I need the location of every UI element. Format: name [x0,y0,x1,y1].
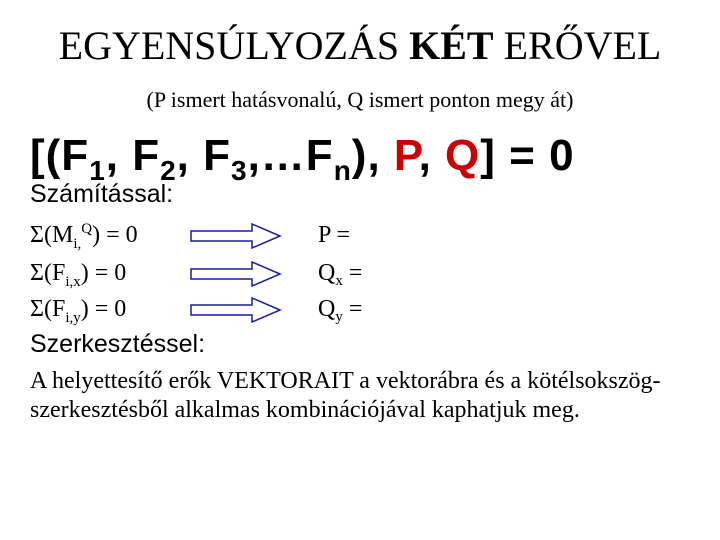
formula-sub3: 3 [231,155,248,186]
equation-moment [30,220,138,250]
formula-subn: n [333,155,352,186]
equation-fy [30,294,126,324]
result-end: = [342,260,363,286]
title-part1: EGYENSÚLYOZÁS [58,23,410,68]
formula-sep2: , F [176,131,231,180]
result-label: Q [318,296,336,322]
eq-lhs-end: ) = 0 [80,260,127,286]
szamitassal-label: Számítással: [30,180,174,208]
title-part2: KÉT [409,23,494,68]
eq-lhs-start: Σ(M [30,222,74,248]
right-arrow-icon [190,222,282,250]
result-label: Q [318,260,336,286]
szerkesztessel-label: Szerkesztéssel: [30,330,206,358]
title-part3: ERŐVEL [493,23,662,68]
formula-close2: ] = 0 [480,131,575,180]
eq-lhs-sub: i,y [65,310,81,326]
result-p [318,220,350,250]
right-arrow-icon [190,260,282,288]
eq-lhs-start: Σ(F [30,296,66,322]
formula-close1: ), [351,131,394,180]
formula-q: Q [445,131,481,180]
eq-lhs-sub: i,x [65,274,81,290]
eq-lhs-end: ) = 0 [80,296,127,322]
result-sub: x [335,273,343,289]
formula-open: [(F [30,131,90,180]
formula-sub1: 1 [89,155,106,186]
result-qy [318,294,362,324]
result-sub: y [335,309,343,325]
result-end: = [342,296,363,322]
formula-sep3: ,…F [247,131,334,180]
formula-comma: , [418,131,446,180]
subtitle: (P ismert hatásvonalú, Q ismert ponton megy át) [146,87,574,112]
eq-lhs-sup: Q [81,221,93,237]
formula-sep1: , F [105,131,161,180]
equation-fx [30,258,126,288]
eq-lhs-sub: i, [73,236,82,252]
equilibrium-formula [30,128,575,184]
description-paragraph: A helyettesítő erők VEKTORAIT a vektorábra és a kötélsokszög-szerkesztésből alkalmas kombinációjával kaphatjuk meg. [30,368,661,423]
eq-lhs-start: Σ(F [30,260,66,286]
formula-p: P [393,131,419,180]
result-qx [318,258,362,288]
page-title [0,22,720,70]
formula-sub2: 2 [160,155,177,186]
eq-lhs-end: ) = 0 [92,222,138,248]
result-label: P = [318,222,350,248]
right-arrow-icon [190,296,282,324]
